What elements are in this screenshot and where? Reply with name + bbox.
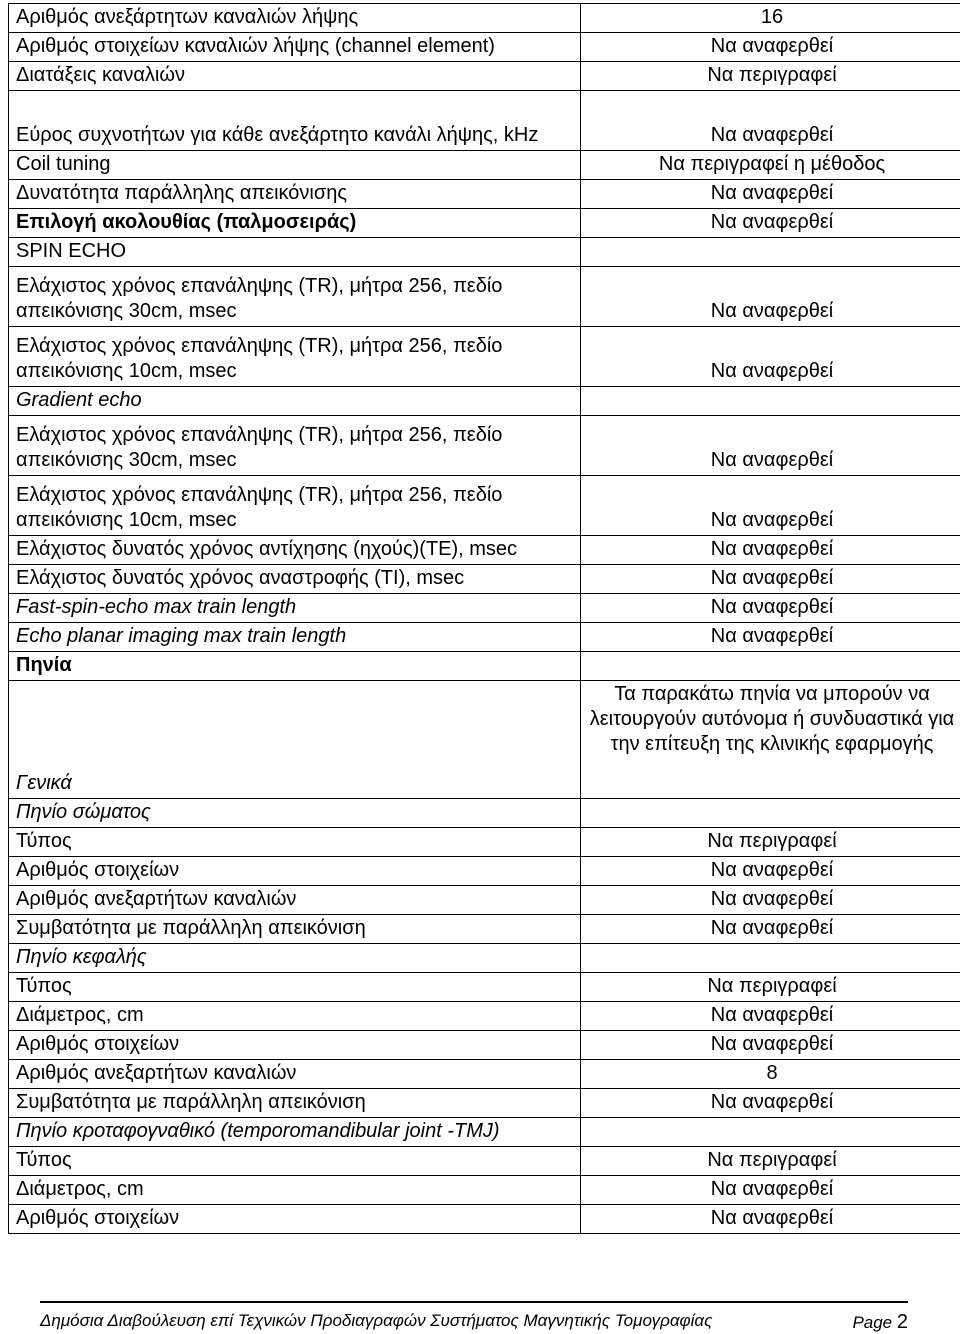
spec-value: Να αναφερθεί [581, 33, 960, 62]
table-row [9, 327, 960, 387]
table-row [9, 1118, 960, 1147]
spec-label: Αριθμός στοιχείων [9, 1205, 581, 1234]
spec-value: Να αναφερθεί [581, 594, 960, 623]
spec-value: Να αναφερθεί [581, 327, 960, 387]
spec-label: Συμβατότητα με παράλληλη απεικόνιση [9, 1089, 581, 1118]
spec-value: Να περιγραφεί [581, 1147, 960, 1176]
table-row [9, 151, 960, 180]
table-row [9, 1031, 960, 1060]
table-row [9, 4, 960, 33]
table-row [9, 1002, 960, 1031]
spec-value: Να περιγραφεί η μέθοδος [581, 151, 960, 180]
spec-value: Να αναφερθεί [581, 1002, 960, 1031]
spec-value: Να αναφερθεί [581, 476, 960, 536]
table-row [9, 857, 960, 886]
spec-label: Τύπος [9, 828, 581, 857]
spec-value: Να αναφερθεί [581, 1205, 960, 1234]
table-row [9, 799, 960, 828]
spec-value: Να αναφερθεί [581, 886, 960, 915]
spec-label: Διάμετρος, cm [9, 1176, 581, 1205]
spec-label: Ελάχιστος δυνατός χρόνος αναστροφής (TI), msec [9, 565, 581, 594]
table-row [9, 387, 960, 416]
table-row [9, 267, 960, 327]
spec-label: Διάμετρος, cm [9, 1002, 581, 1031]
spec-value: Να αναφερθεί [581, 1031, 960, 1060]
spec-value [581, 799, 960, 828]
table-row [9, 209, 960, 238]
table-row [9, 623, 960, 652]
spec-label: Αριθμός ανεξαρτήτων καναλιών [9, 1060, 581, 1089]
spec-value [581, 238, 960, 267]
table-row [9, 886, 960, 915]
spec-label: Διατάξεις καναλιών [9, 62, 581, 91]
spec-label: Επιλογή ακολουθίας (παλμοσειράς) [9, 209, 581, 238]
page-footer [40, 1301, 908, 1334]
spec-label: Γενικά [9, 681, 581, 799]
spec-label: Αριθμός στοιχείων καναλιών λήψης (channel element) [9, 33, 581, 62]
table-row [9, 33, 960, 62]
table-row [9, 180, 960, 209]
spec-value: Να αναφερθεί [581, 1089, 960, 1118]
spec-value: Να αναφερθεί [581, 180, 960, 209]
table-row [9, 416, 960, 476]
table-row [9, 476, 960, 536]
spec-value: Να αναφερθεί [581, 416, 960, 476]
spec-label: Δυνατότητα παράλληλης απεικόνισης [9, 180, 581, 209]
table-row [9, 1147, 960, 1176]
spec-label: Ελάχιστος δυνατός χρόνος αντίχησης (ηχούς)(TE), msec [9, 536, 581, 565]
table-row [9, 536, 960, 565]
table-row [9, 594, 960, 623]
spec-label: SPIN ECHO [9, 238, 581, 267]
spec-label: Αριθμός ανεξάρτητων καναλιών λήψης [9, 4, 581, 33]
table-row [9, 1205, 960, 1234]
table-row [9, 565, 960, 594]
table-row [9, 681, 960, 799]
spec-value: Τα παρακάτω πηνία να μπορούν να λειτουργούν αυτόνομα ή συνδυαστικά για την επίτευξη της κλινικής εφαρμογής [581, 681, 960, 799]
spec-value: Να αναφερθεί [581, 623, 960, 652]
spec-value: Να αναφερθεί [581, 536, 960, 565]
spec-label: Ελάχιστος χρόνος επανάληψης (TR), μήτρα 256, πεδίο απεικόνισης 30cm, msec [9, 267, 581, 327]
spec-label: Πηνίο κεφαλής [9, 944, 581, 973]
spec-label: Τύπος [9, 1147, 581, 1176]
table-row [9, 1060, 960, 1089]
table-row [9, 973, 960, 1002]
page-label: Page [852, 1313, 892, 1332]
table-row [9, 62, 960, 91]
table-row [9, 238, 960, 267]
spec-value: Να αναφερθεί [581, 565, 960, 594]
spec-label: Συμβατότητα με παράλληλη απεικόνιση [9, 915, 581, 944]
spec-value: Να περιγραφεί [581, 62, 960, 91]
spec-value: Να αναφερθεί [581, 857, 960, 886]
spec-value: Να περιγραφεί [581, 973, 960, 1002]
table-row [9, 1089, 960, 1118]
spec-label: Τύπος [9, 973, 581, 1002]
page-number: 2 [897, 1311, 908, 1333]
spec-label: Αριθμός στοιχείων [9, 1031, 581, 1060]
spec-label: Πηνίο κροταφογναθικό (temporomandibular joint -TMJ) [9, 1118, 581, 1147]
spec-label: Ελάχιστος χρόνος επανάληψης (TR), μήτρα 256, πεδίο απεικόνισης 10cm, msec [9, 476, 581, 536]
spec-value: Να αναφερθεί [581, 209, 960, 238]
spec-label: Αριθμός ανεξαρτήτων καναλιών [9, 886, 581, 915]
spec-label: Ελάχιστος χρόνος επανάληψης (TR), μήτρα 256, πεδίο απεικόνισης 30cm, msec [9, 416, 581, 476]
table-row [9, 91, 960, 151]
spec-label: Αριθμός στοιχείων [9, 857, 581, 886]
footer-title: Δημόσια Διαβούλευση επί Τεχνικών Προδιαγραφών Συστήματος Μαγνητικής Τομογραφίας [40, 1311, 712, 1334]
page-indicator [852, 1311, 908, 1334]
spec-value: 8 [581, 1060, 960, 1089]
spec-value [581, 387, 960, 416]
spec-label: Fast-spin-echo max train length [9, 594, 581, 623]
spec-label: Εύρος συχνοτήτων για κάθε ανεξάρτητο κανάλι λήψης, kHz [9, 91, 581, 151]
spec-label: Πηνία [9, 652, 581, 681]
spec-label: Gradient echo [9, 387, 581, 416]
spec-value [581, 1118, 960, 1147]
spec-label: Coil tuning [9, 151, 581, 180]
table-row [9, 944, 960, 973]
table-row [9, 652, 960, 681]
spec-value [581, 652, 960, 681]
spec-value: Να αναφερθεί [581, 91, 960, 151]
spec-value: Να αναφερθεί [581, 267, 960, 327]
spec-value: Να περιγραφεί [581, 828, 960, 857]
table-row [9, 828, 960, 857]
specification-table-body [9, 4, 960, 1234]
spec-value: Να αναφερθεί [581, 915, 960, 944]
table-row [9, 915, 960, 944]
spec-value: 16 [581, 4, 960, 33]
table-row [9, 1176, 960, 1205]
spec-label: Πηνίο σώματος [9, 799, 581, 828]
spec-label: Ελάχιστος χρόνος επανάληψης (TR), μήτρα 256, πεδίο απεικόνισης 10cm, msec [9, 327, 581, 387]
spec-value: Να αναφερθεί [581, 1176, 960, 1205]
spec-label: Echo planar imaging max train length [9, 623, 581, 652]
spec-value [581, 944, 960, 973]
specification-table [8, 3, 960, 1234]
